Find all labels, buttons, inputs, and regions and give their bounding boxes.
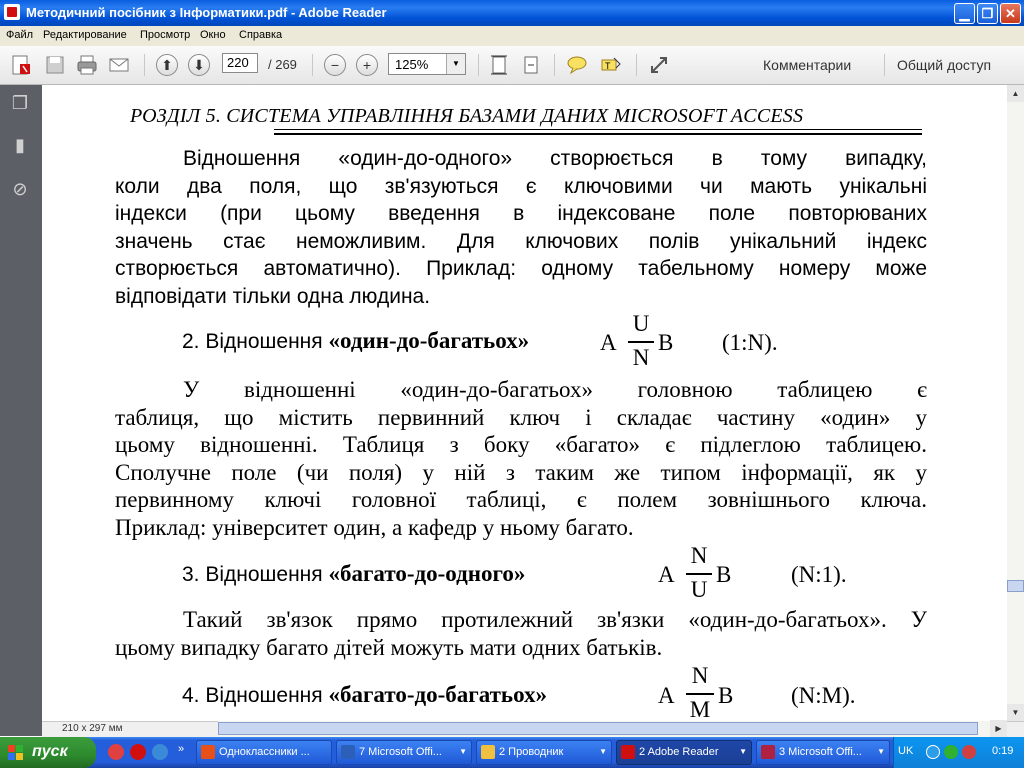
entity-a: A	[658, 683, 675, 708]
entity-a: A	[658, 562, 675, 587]
text-line: створюється автоматично). Приклад: одному табельному номеру може	[115, 257, 927, 280]
entity-b: B	[716, 562, 732, 587]
next-page-button[interactable]: ⬇	[188, 54, 210, 76]
relation-name: «багато-до-одного»	[328, 561, 526, 586]
chevron-down-icon: ▼	[877, 747, 885, 756]
text-line: таблиця, що містить первинний ключ і складає частину «один» у	[115, 404, 927, 430]
text-line: індекси (при цьому введення в індексоване поле повторюваних	[115, 202, 927, 225]
taskbar-item-explorer[interactable]	[476, 740, 612, 765]
fraction-bottom: U	[690, 577, 708, 602]
scroll-right-icon[interactable]: ▶	[990, 720, 1007, 737]
fit-page-icon[interactable]	[488, 54, 510, 76]
task-label: 7 Microsoft Offi...	[359, 746, 442, 758]
print-icon[interactable]	[76, 54, 98, 76]
relation-fraction	[686, 543, 712, 603]
relation-fraction	[628, 311, 654, 371]
taskbar	[0, 737, 1024, 768]
page-total: / 269	[268, 57, 297, 72]
relation-number: 3. Відношення	[182, 563, 329, 586]
navigation-pane	[0, 85, 42, 736]
text-line: Відношення «один-до-одного» створюється в тому випадку,	[183, 147, 927, 170]
text-line: цьому відношенні. Таблиця з боку «багато» є підлеглою таблицею.	[115, 432, 927, 457]
relation-code: (N:1).	[791, 562, 847, 587]
fraction-top: N	[691, 663, 709, 688]
share-button[interactable]: Общий доступ	[897, 57, 992, 73]
vertical-scrollbar[interactable]	[1007, 85, 1024, 721]
save-icon[interactable]	[44, 54, 66, 76]
menu-file[interactable]: Файл	[6, 29, 34, 41]
page-size-label: 210 x 297 мм	[62, 723, 123, 734]
relation-many-to-one	[182, 561, 525, 587]
text-line: первинному ключі головної таблиці, є полем зовнішнього ключа.	[115, 487, 927, 512]
email-icon[interactable]	[108, 54, 130, 76]
text-line: цьому випадку багато дітей можуть мати одних батьків.	[115, 634, 663, 660]
fraction-top: N	[690, 543, 708, 568]
relation-many-to-many	[182, 682, 547, 708]
adobe-reader-icon	[4, 4, 20, 20]
entity-a: A	[600, 330, 617, 355]
title-bar	[0, 0, 1024, 26]
antivirus-icon[interactable]	[944, 745, 958, 759]
chevron-down-icon: ▼	[739, 747, 747, 756]
network-icon[interactable]	[926, 745, 940, 759]
relation-number: 4. Відношення	[182, 684, 329, 707]
start-label: пуск	[32, 743, 68, 760]
paragraph-one-to-one	[115, 145, 927, 310]
highlight-text-icon[interactable]	[600, 54, 622, 76]
paragraph-one-to-many	[115, 376, 927, 541]
header-rule-thick	[274, 133, 922, 135]
text-line: Такий зв'язок прямо протилежний зв'язки «один-до-багатьох». У	[183, 607, 927, 632]
maximize-button[interactable]: ❐	[977, 3, 998, 24]
attachment-icon[interactable]: ⊘	[12, 179, 28, 199]
browser-icon[interactable]	[108, 744, 124, 760]
create-pdf-icon[interactable]	[10, 54, 32, 76]
entity-b: B	[658, 330, 674, 355]
menu-edit[interactable]: Редактирование	[43, 29, 127, 41]
comment-icon[interactable]	[566, 54, 588, 76]
text-line: Приклад: університет один, а кафедр у ньому багато.	[115, 514, 634, 540]
close-button[interactable]: ✕	[1000, 3, 1021, 24]
horizontal-scroll-thumb[interactable]	[218, 722, 978, 735]
scroll-down-icon[interactable]: ▼	[1007, 704, 1024, 721]
entity-b: B	[718, 683, 734, 708]
fit-width-icon[interactable]	[520, 54, 542, 76]
opera-icon[interactable]	[130, 744, 146, 760]
header-rule	[274, 129, 922, 130]
paragraph-many-to-one	[115, 606, 927, 661]
pdf-page	[42, 85, 1007, 721]
menu-help[interactable]: Справка	[239, 29, 283, 41]
document-view[interactable]	[42, 85, 1007, 721]
fraction-top: U	[632, 311, 650, 336]
zoom-out-button[interactable]: −	[324, 54, 346, 76]
system-tray	[893, 737, 1024, 768]
windows-logo-icon	[8, 745, 24, 761]
browser-icon	[201, 745, 215, 759]
text-line: коли два поля, що зв'язуються є ключовими чи мають унікальні	[115, 174, 927, 198]
folder-icon	[481, 745, 495, 759]
pages-icon[interactable]: ❐	[11, 93, 29, 113]
start-button[interactable]	[0, 737, 96, 768]
taskbar-item-word[interactable]	[336, 740, 472, 765]
taskbar-item-adobe-reader[interactable]	[616, 740, 752, 765]
window-title: Методичний посібник з Інформатики.pdf - Adobe Reader	[26, 5, 387, 20]
relation-number: 2. Відношення	[182, 330, 329, 353]
taskbar-item-browser[interactable]	[196, 740, 332, 765]
minimize-button[interactable]: ▁	[954, 3, 975, 24]
zoom-in-button[interactable]: +	[356, 54, 378, 76]
text-line: значень стає неможливим. Для ключових полів унікальний індекс	[115, 229, 927, 253]
relation-one-to-many	[182, 328, 529, 354]
fraction-bottom: M	[689, 697, 711, 721]
comments-button[interactable]: Комментарии	[763, 57, 852, 73]
task-label: 3 Microsoft Offi...	[779, 746, 862, 758]
relation-name: «один-до-багатьох»	[328, 328, 530, 353]
relation-name: «багато-до-багатьох»	[328, 682, 548, 707]
chevron-down-icon: ▼	[459, 747, 467, 756]
bookmark-icon[interactable]: ▮	[15, 135, 25, 155]
chevron-down-icon: ▼	[599, 747, 607, 756]
internet-explorer-icon[interactable]	[152, 744, 168, 760]
show-more-icon[interactable]: »	[178, 743, 185, 755]
text-line: Сполучне поле (чи поля) у ній з таким же типом інформації, як у	[115, 459, 927, 485]
tray-app-icon[interactable]	[962, 745, 976, 759]
menu-view[interactable]: Просмотр	[140, 29, 191, 41]
adobe-reader-icon	[621, 745, 635, 759]
office-icon	[761, 745, 775, 759]
page-number-input[interactable]: 220	[222, 53, 258, 73]
vertical-scroll-thumb[interactable]	[1007, 580, 1024, 592]
language-indicator[interactable]: UK	[898, 745, 914, 757]
fraction-bottom: N	[632, 345, 650, 370]
task-label: 2 Adobe Reader	[639, 746, 719, 758]
chevron-down-icon[interactable]: ▼	[446, 54, 465, 74]
zoom-value: 125%	[395, 57, 429, 72]
expand-icon[interactable]	[648, 54, 670, 76]
scroll-up-icon[interactable]: ▲	[1007, 85, 1024, 102]
relation-fraction	[686, 663, 714, 721]
menu-bar	[0, 26, 1024, 46]
text-line: відповідати тільки одна людина.	[115, 284, 431, 308]
toolbar	[0, 46, 1024, 85]
menu-window[interactable]: Окно	[200, 29, 226, 41]
task-label: Одноклассники ...	[219, 746, 310, 758]
svg-text:T: T	[605, 61, 611, 71]
clock: 0:19	[992, 745, 1014, 757]
chapter-header: РОЗДІЛ 5. СИСТЕМА УПРАВЛІННЯ БАЗАМИ ДАНИХ MICROSOFT ACCESS	[130, 105, 804, 127]
previous-page-button[interactable]: ⬆	[156, 54, 178, 76]
zoom-select[interactable]	[388, 53, 466, 75]
word-icon	[341, 745, 355, 759]
horizontal-scrollbar[interactable]	[218, 721, 1007, 737]
relation-code: (N:M).	[791, 683, 856, 708]
task-label: 2 Проводник	[499, 746, 564, 758]
relation-code: (1:N).	[722, 330, 778, 355]
text-line: У відношенні «один-до-багатьох» головною таблицею є	[183, 377, 927, 402]
taskbar-item-office[interactable]	[756, 740, 890, 765]
